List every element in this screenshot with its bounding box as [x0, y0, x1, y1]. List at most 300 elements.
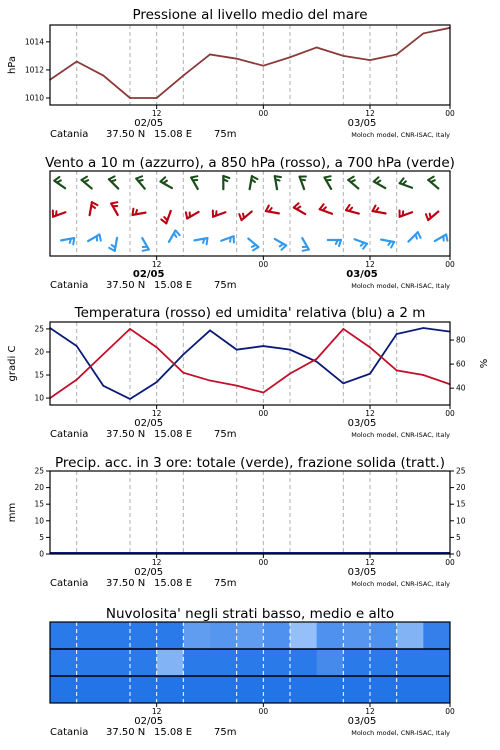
y-tick-label: 1014 — [24, 37, 44, 47]
wind-barb-feather — [191, 176, 197, 177]
y2-axis-label: % — [479, 358, 490, 369]
wind-barb — [381, 240, 394, 248]
wind-barb-feather — [374, 177, 379, 181]
x-tick-label: 00 — [445, 558, 455, 567]
wind-barb — [325, 176, 332, 189]
cloud-cell — [210, 622, 237, 650]
pressure-point — [236, 58, 238, 60]
wind-barb-feather — [361, 243, 364, 246]
y-tick-label: 20 — [34, 483, 44, 493]
temperature-point — [396, 370, 398, 372]
date-label: 02/05 — [134, 418, 164, 429]
y-axis-label: gradi C — [7, 345, 18, 382]
pressure-plot-frame — [50, 25, 450, 105]
wind-barb-shaft — [166, 211, 171, 223]
wind-barb-feather — [230, 237, 231, 241]
cloud-cell — [157, 622, 184, 650]
wind-barb-feather — [297, 207, 301, 209]
cloud-cell — [423, 649, 450, 677]
wind-barb-feather — [400, 178, 404, 183]
humidity-point — [343, 383, 345, 385]
cloud-cell — [290, 622, 317, 650]
x-tick-label: 12 — [365, 558, 375, 567]
x-tick-label: 12 — [365, 260, 375, 269]
wind-barb-shaft — [90, 202, 92, 215]
wind-barb-feather — [280, 244, 284, 246]
wind-barb — [61, 238, 74, 244]
cloud-cell — [343, 649, 370, 677]
wind-barb-feather — [428, 177, 433, 180]
wind-barb-feather — [323, 207, 326, 210]
y-tick-label: 15 — [34, 499, 44, 509]
pressure-point — [289, 56, 291, 58]
cloud-cell — [50, 622, 77, 650]
y-tick-label: 10 — [34, 393, 44, 403]
wind-barb — [213, 210, 226, 216]
wind-barb — [302, 238, 309, 251]
model-credit: Moloch model, CNR-ISAC, Italy — [351, 580, 450, 588]
location-lon: 15.08 E — [154, 578, 193, 589]
wind-barb-shaft — [355, 239, 367, 244]
location-lon: 15.08 E — [154, 280, 193, 291]
wind-barb-feather — [301, 180, 305, 181]
location-lat: 37.50 N — [106, 727, 146, 738]
cloud-cell — [343, 622, 370, 650]
wind-barb-feather — [161, 219, 166, 223]
cloud-cell — [370, 649, 397, 677]
wind-barb-feather — [163, 181, 167, 183]
model-credit: Moloch model, CNR-ISAC, Italy — [351, 131, 450, 139]
wind-barb-shaft — [275, 176, 277, 189]
humidity-point — [263, 345, 265, 347]
wind-barb-shaft — [374, 182, 385, 189]
wind-barb — [111, 202, 118, 215]
cloud-cell — [157, 676, 184, 704]
wind-barb — [186, 212, 199, 219]
wind-barb — [399, 210, 412, 216]
wind-barb-feather — [70, 239, 71, 243]
y2-tick-label: 10 — [456, 516, 466, 526]
wind-barb-feather — [109, 248, 115, 251]
cloud-cell — [157, 649, 184, 677]
x-tick-label: 12 — [365, 707, 375, 716]
wind-barb-shaft — [400, 212, 412, 217]
x-tick-label: 00 — [445, 260, 455, 269]
wind-barb — [435, 235, 448, 242]
temperature-point — [369, 347, 371, 349]
wind-barb — [426, 212, 438, 220]
wind-barb-feather — [391, 242, 394, 248]
pressure-point — [423, 33, 425, 35]
wind-barb — [169, 230, 180, 241]
wind-barb-feather — [164, 217, 167, 220]
humidity-point — [396, 333, 398, 335]
wind-barb-feather — [73, 238, 74, 244]
wind-barb — [109, 238, 117, 251]
location-elevation: 75m — [214, 578, 237, 589]
wind-barb-feather — [431, 180, 435, 182]
wind-barb-feather — [426, 214, 428, 220]
model-credit: Moloch model, CNR-ISAC, Italy — [351, 729, 450, 737]
temperature-humidity-panel — [7, 305, 490, 440]
wind-barb-shaft — [373, 211, 386, 213]
wind-barb — [250, 176, 258, 189]
x-tick-label: 12 — [151, 260, 162, 269]
humidity-point — [156, 381, 158, 383]
y-tick-label: 0 — [39, 549, 44, 559]
location-elevation: 75m — [214, 429, 237, 440]
cloud-cell — [103, 622, 130, 650]
location-lat: 37.50 N — [106, 129, 146, 140]
wind-barb-feather — [294, 203, 299, 207]
wind-barb-feather — [136, 176, 142, 178]
pressure-point — [209, 54, 211, 56]
temperature-point — [263, 392, 265, 394]
wind-barb — [294, 203, 305, 214]
humidity-point — [209, 330, 211, 332]
wind-barb-shaft — [160, 182, 171, 189]
pressure-point — [103, 75, 105, 77]
x-tick-label: 00 — [445, 109, 455, 118]
wind-barb-feather — [446, 235, 447, 241]
y-tick-label: 15 — [34, 370, 44, 380]
cloud-cover-panel — [50, 606, 455, 738]
cloud-cell — [103, 649, 130, 677]
location-name: Catania — [50, 280, 89, 291]
wind-barb-feather — [143, 250, 149, 251]
wind-barb — [54, 177, 65, 188]
cloud-cell — [210, 649, 237, 677]
wind-barb — [109, 176, 118, 188]
pressure-point — [129, 97, 131, 99]
y-tick-label: 10 — [34, 516, 44, 526]
cloud-cell — [370, 622, 397, 650]
cloud-cell — [317, 676, 344, 704]
y-tick-label: 25 — [34, 324, 44, 334]
wind-barb-feather — [418, 232, 421, 238]
cloud-cell — [397, 649, 424, 677]
y2-tick-label: 0 — [456, 549, 461, 559]
wind-barb-feather — [186, 212, 187, 218]
temperature-series-line — [50, 329, 450, 398]
x-tick-label: 00 — [258, 409, 269, 418]
meteogram-panels — [7, 7, 490, 738]
x-tick-label: 12 — [365, 409, 375, 418]
cloud-cell — [290, 649, 317, 677]
x-tick-label: 00 — [258, 558, 269, 567]
location-name: Catania — [50, 429, 89, 440]
wind-barb — [90, 202, 98, 215]
x-tick-label: 12 — [151, 707, 162, 716]
wind-barb-feather — [252, 176, 258, 179]
wind-barb — [239, 212, 251, 220]
temperature-point — [236, 385, 238, 387]
wind-barb — [191, 176, 198, 189]
wind-barb-shaft — [320, 209, 332, 214]
y-tick-label: 5 — [39, 532, 44, 542]
location-elevation: 75m — [214, 129, 237, 140]
y-tick-label: 20 — [34, 347, 44, 357]
wind-barb-feather — [349, 208, 352, 211]
cloud-cell — [263, 676, 290, 704]
wind-barb-feather — [303, 250, 309, 251]
x-tick-label: 12 — [151, 409, 162, 418]
temperature-point — [103, 353, 105, 355]
wind-barb — [195, 238, 208, 244]
wind-barb — [355, 239, 367, 248]
location-lon: 15.08 E — [154, 129, 193, 140]
cloud-cell — [77, 676, 104, 704]
chart-title: Vento a 10 m (azzurro), a 850 hPa (rosso), a 700 hPa (verde) — [45, 155, 455, 171]
cloud-cell — [423, 676, 450, 704]
cloud-cell — [317, 649, 344, 677]
x-tick-label: 00 — [258, 707, 269, 716]
location-lat: 37.50 N — [106, 429, 146, 440]
temperature-point — [343, 328, 345, 330]
wind-barb — [373, 206, 386, 214]
wind-barb — [248, 239, 258, 251]
wind-barb — [346, 205, 359, 214]
date-label: 03/05 — [347, 118, 377, 129]
wind-barb-feather — [281, 246, 286, 250]
wind-barb-shaft — [381, 240, 394, 242]
y-tick-label: 1010 — [24, 93, 44, 103]
wind-barb-feather — [403, 181, 406, 184]
humidity-point — [316, 361, 318, 363]
x-tick-label: 12 — [365, 109, 375, 118]
wind-barb-shaft — [275, 239, 286, 246]
location-lat: 37.50 N — [106, 280, 146, 291]
date-label: 03/05 — [346, 269, 378, 280]
wind-barb-feather — [82, 177, 87, 180]
wind-barb — [348, 177, 358, 189]
cloud-cell — [237, 622, 264, 650]
cloud-cell — [370, 676, 397, 704]
chart-title: Temperatura (rosso) ed umidita' relativa (blu) a 2 m — [74, 305, 426, 321]
wind-barb-feather — [109, 176, 115, 179]
location-lon: 15.08 E — [154, 727, 193, 738]
y-axis-label: mm — [7, 502, 18, 523]
cloud-cell — [130, 622, 157, 650]
location-name: Catania — [50, 129, 89, 140]
cloud-cell — [397, 676, 424, 704]
cloud-cell — [423, 622, 450, 650]
model-credit: Moloch model, CNR-ISAC, Italy — [351, 431, 450, 439]
wind-barb — [53, 210, 66, 216]
wind-barb-feather — [320, 204, 324, 209]
y2-tick-label: 15 — [456, 499, 466, 509]
wind-barb-shaft — [53, 212, 65, 217]
wind-barb-feather — [84, 180, 88, 182]
model-credit: Moloch model, CNR-ISAC, Italy — [351, 282, 450, 290]
wind-barb-shaft — [115, 238, 117, 251]
wind-barb-feather — [203, 239, 204, 243]
y-tick-label: 1012 — [24, 65, 44, 75]
y2-tick-label: 20 — [456, 483, 466, 493]
temperature-point — [423, 374, 425, 376]
y-axis-label: hPa — [7, 55, 18, 75]
wind-barb — [160, 177, 171, 188]
humidity-point — [76, 345, 78, 347]
wind-barb-shaft — [195, 238, 208, 240]
cloud-cell — [103, 676, 130, 704]
wind-barb — [133, 209, 146, 215]
pressure-point — [316, 47, 318, 49]
wind-barb-feather — [239, 214, 241, 220]
wind-barb-feather — [138, 180, 142, 181]
wind-barb-feather — [136, 210, 137, 214]
wind-barb-feather — [416, 234, 417, 238]
wind-barb-shaft — [221, 236, 233, 241]
wind-barb-shaft — [300, 177, 305, 189]
humidity-point — [183, 354, 185, 356]
wind-barb-shaft — [250, 176, 252, 189]
pressure-point — [343, 55, 345, 57]
wind-barb-shaft — [400, 183, 412, 188]
wind-barb-shaft — [169, 230, 176, 241]
cloud-cell — [77, 649, 104, 677]
date-label: 02/05 — [132, 269, 165, 280]
location-elevation: 75m — [214, 280, 237, 291]
y2-tick-label: 60 — [456, 359, 466, 369]
wind-barb-feather — [133, 209, 134, 215]
wind-barb-feather — [346, 205, 349, 210]
wind-barb — [82, 177, 92, 189]
wind-barb — [88, 235, 101, 242]
cloud-cell — [183, 649, 210, 677]
cloud-cell — [237, 649, 264, 677]
wind-barb-shaft — [294, 208, 305, 215]
date-label: 02/05 — [134, 716, 164, 727]
pressure-panel — [7, 7, 455, 140]
date-label: 02/05 — [134, 567, 164, 578]
date-label: 03/05 — [347, 567, 377, 578]
wind-barb — [328, 240, 341, 246]
wind-barb-feather — [100, 235, 101, 241]
wind-barb-feather — [351, 180, 355, 182]
location-name: Catania — [50, 727, 89, 738]
wind-barb-feather — [363, 244, 367, 249]
temperature-point — [183, 372, 185, 374]
cloud-cell — [343, 676, 370, 704]
precipitation-panel — [7, 455, 466, 589]
wind-barb-shaft — [213, 212, 225, 217]
temperature-point — [209, 380, 211, 382]
cloud-cell — [183, 622, 210, 650]
humidity-point — [103, 385, 105, 387]
wind-barb-feather — [373, 206, 376, 212]
wind-barb-shaft — [266, 211, 279, 213]
temperature-point — [129, 328, 131, 330]
humidity-point — [236, 349, 238, 351]
wind-barb-feather — [56, 211, 57, 215]
y2-tick-label: 80 — [456, 335, 466, 345]
wind-barb-feather — [253, 247, 258, 250]
temperature-point — [316, 358, 318, 360]
x-tick-label: 12 — [151, 558, 162, 567]
cloud-cell — [290, 676, 317, 704]
cloud-cell — [263, 649, 290, 677]
wind-barb-feather — [243, 214, 244, 218]
cloud-cell — [317, 622, 344, 650]
wind-barb-feather — [403, 211, 404, 215]
cloud-cell — [237, 676, 264, 704]
location-elevation: 75m — [214, 727, 237, 738]
wind-barb-feather — [430, 214, 431, 218]
wind-barb-feather — [216, 211, 217, 215]
pressure-point — [76, 61, 78, 63]
x-tick-label: 00 — [258, 109, 269, 118]
wind-barb — [300, 176, 306, 189]
humidity-point — [289, 349, 291, 351]
x-tick-label: 00 — [445, 409, 455, 418]
cloud-cell — [50, 649, 77, 677]
temperature-point — [156, 347, 158, 349]
cloud-cell — [397, 622, 424, 650]
humidity-point — [129, 398, 131, 400]
y2-tick-label: 40 — [456, 383, 466, 393]
wind-barb-feather — [54, 177, 59, 181]
cloud-cell — [77, 622, 104, 650]
temperature-point — [289, 373, 291, 375]
wind-barb-feather — [111, 202, 117, 203]
wind-panel — [45, 155, 455, 291]
wind-barb-feather — [275, 176, 281, 177]
cloud-cell — [50, 676, 77, 704]
chart-title: Pressione al livello medio del mare — [132, 7, 368, 23]
wind-barb-feather — [348, 177, 353, 180]
wind-barb-feather — [377, 181, 381, 183]
wind-barb — [221, 236, 234, 242]
wind-barb-feather — [275, 179, 279, 180]
wind-barb — [408, 232, 420, 241]
wind-barb-feather — [252, 245, 256, 247]
wind-barb-feather — [111, 180, 115, 181]
wind-barb-feather — [325, 176, 331, 177]
pressure-point — [183, 75, 185, 77]
wind-barb — [275, 176, 281, 189]
pressure-point — [396, 54, 398, 56]
y2-tick-label: 25 — [456, 466, 466, 476]
wind-barb-feather — [266, 206, 269, 212]
wind-barb — [400, 178, 412, 187]
cloud-cell — [130, 649, 157, 677]
precipitation-plot-frame — [50, 471, 450, 554]
cloud-cell — [263, 622, 290, 650]
wind-barb-shaft — [61, 238, 74, 240]
x-tick-label: 00 — [258, 260, 269, 269]
wind-barb — [136, 176, 144, 188]
chart-title: Precip. acc. in 3 ore: totale (verde), frazione solida (tratt.) — [55, 455, 445, 471]
wind-barb — [142, 238, 149, 251]
location-lon: 15.08 E — [154, 429, 193, 440]
x-tick-label: 00 — [445, 707, 455, 716]
temperature-point — [76, 379, 78, 381]
humidity-point — [369, 373, 371, 375]
wind-barb — [266, 206, 279, 214]
date-label: 02/05 — [134, 118, 164, 129]
location-lat: 37.50 N — [106, 578, 146, 589]
pressure-point — [369, 59, 371, 61]
location-name: Catania — [50, 578, 89, 589]
cloud-cell — [210, 676, 237, 704]
humidity-point — [423, 327, 425, 329]
wind-barb — [374, 177, 385, 188]
wind-barb-feather — [57, 180, 61, 182]
cloud-cell — [130, 676, 157, 704]
y2-tick-label: 5 — [456, 532, 461, 542]
date-label: 03/05 — [347, 716, 377, 727]
